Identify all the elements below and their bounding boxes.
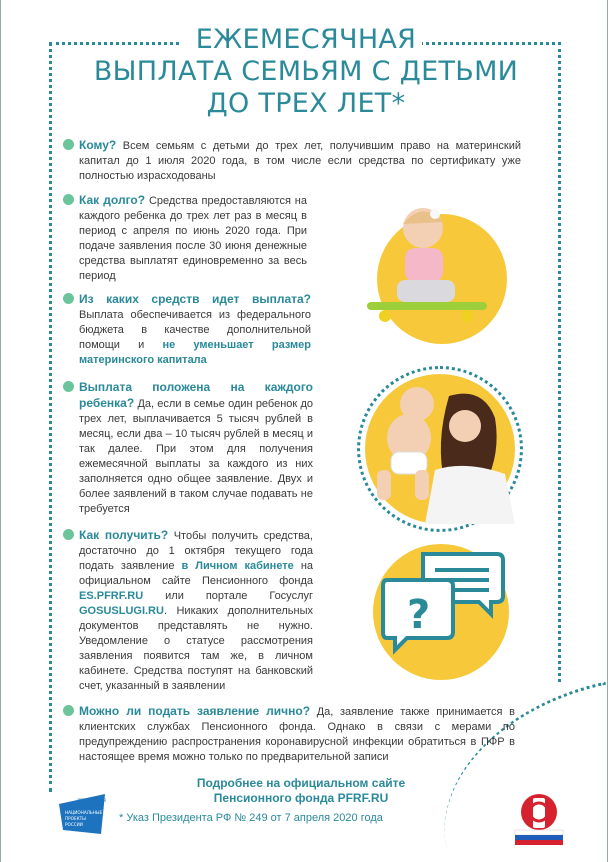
svg-text:НАЦИОНАЛЬНЫЕ: НАЦИОНАЛЬНЫЕ — [65, 810, 103, 815]
section-each-child — [79, 380, 313, 517]
link-es-pfrf: ES.PFRF.RU — [79, 590, 144, 602]
question: Как получить? — [79, 528, 169, 542]
section-in-person — [79, 704, 515, 765]
question: Кому? — [79, 138, 117, 152]
toddler-skateboard-icon — [363, 200, 513, 330]
mother-baby-icon — [365, 374, 515, 524]
svg-text:?: ? — [407, 592, 431, 638]
answer: Да, если в семье один ребенок до трех лет, выплачивается 5 тысяч рублей в месяц, если два – 10 тысяч рублей в месяц и так далее. При этом для получения ежемесячной выплаты за каждого из них заполняется одно общее заявление. Двух и более заявлений в таком случае подавать не требуется — [79, 398, 313, 515]
answer: Да, заявление также принимается в клиентских службах Пенсионного фонда. Однако в связи с мерами по предупреждению распространения коронавирусной инфекции обратиться в ПФР в настоящее время можно только по предварительной записи — [79, 706, 515, 763]
question: Выплата положена на каждого ребенка? — [79, 380, 313, 410]
answer: или портале Госуслуг — [143, 590, 313, 602]
answer: . Никаких дополнительных документов представлять не нужно. Уведомление о статусе рассмотрения заявления появится там же, в личном кабинете. Средства поступят на банковский счет, указанный в заявлении — [79, 605, 313, 692]
page-title — [61, 24, 551, 120]
question: Как долго? — [79, 193, 146, 207]
title-line: ДО ТРЕХ ЛЕТ* — [206, 88, 406, 119]
title-line: ВЫПЛАТА СЕМЬЯМ С ДЕТЬМИ — [93, 56, 519, 87]
national-projects-logo-icon — [57, 790, 107, 836]
frame-border — [49, 42, 52, 792]
link-gosuslugi: GOSUSLUGI.RU — [79, 605, 164, 617]
pfr-logo-icon — [511, 790, 567, 846]
frame-border — [558, 42, 561, 682]
answer: Чтобы получить средства, достаточно до 1 октября текущего года подать заявление — [79, 530, 313, 572]
section-source — [79, 292, 311, 368]
question: Можно ли подать заявление лично? — [79, 704, 311, 718]
footer-line: Подробнее на официальном сайте — [196, 776, 406, 790]
bullet-icon — [63, 194, 74, 205]
bullet-icon — [63, 705, 74, 716]
footer-line: Пенсионного фонда PFRF.RU — [213, 791, 389, 805]
bullet-icon — [63, 529, 74, 540]
footer-more-info — [151, 776, 451, 806]
answer: Всем семьям с детьми до трех лет, получившим право на материнский капитал до 1 июля 2020 года, в том числе если средства по сертификату уже полностью израсходованы — [79, 140, 521, 182]
section-how-get — [79, 528, 313, 694]
bullet-icon — [63, 293, 74, 304]
answer: Средства предоставляются на каждого ребенка до трех лет раз в месяц в период с апреля по июнь 2020 года. При подаче заявления после 30 июня денежные средства выплатят единовременно за весь период — [79, 195, 307, 282]
svg-text:ДЕМОГРАФИЯ: ДЕМОГРАФИЯ — [77, 798, 107, 803]
title-line: ЕЖЕМЕСЯЧНАЯ — [190, 24, 423, 55]
bullet-icon — [63, 381, 74, 392]
bullet-icon — [63, 139, 74, 150]
section-how-long — [79, 193, 307, 284]
svg-text:РОССИИ: РОССИИ — [65, 822, 83, 827]
answer: на официальном сайте Пенсионного фонда — [79, 560, 314, 587]
section-who — [79, 138, 521, 184]
highlight: в Личном кабинете — [181, 560, 294, 572]
decree-note: * Указ Президента РФ № 249 от 7 апреля 2020 года — [119, 812, 383, 824]
highlight: не уменьшает размер материнского капитала — [79, 339, 311, 366]
answer: Выплата обеспечивается из федерального бюджета в качестве дополнительной помощи и — [79, 309, 311, 351]
question: Из каких средств идет выплата? — [79, 292, 311, 306]
svg-text:ПРОЕКТЫ: ПРОЕКТЫ — [65, 816, 86, 821]
chat-question-icon — [379, 548, 509, 658]
